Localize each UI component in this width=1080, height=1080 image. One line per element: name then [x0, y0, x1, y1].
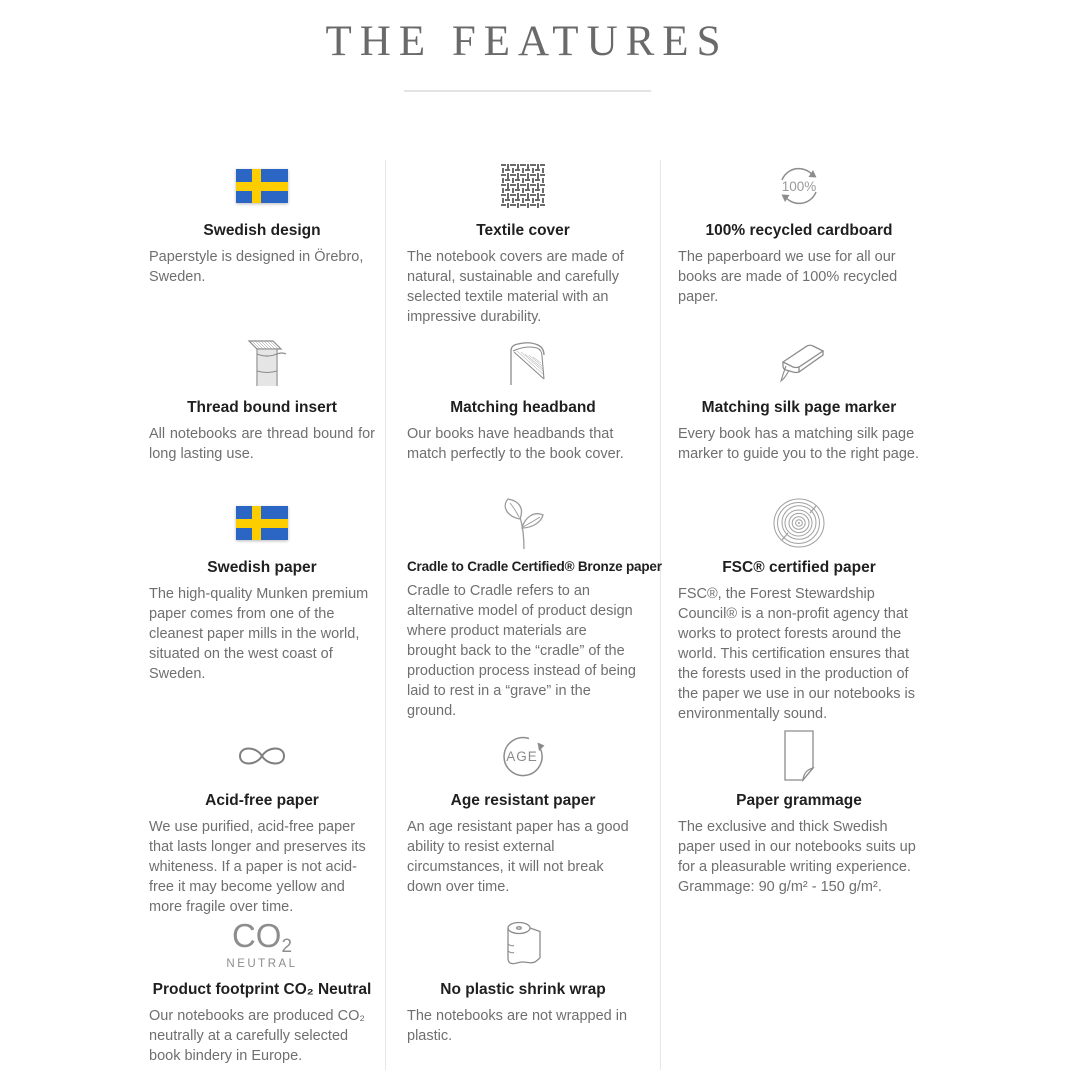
feature-text: Every book has a matching silk page marker to guide you to the right page.	[678, 426, 920, 462]
feature-card	[139, 160, 385, 337]
thread-bound-icon	[149, 337, 375, 389]
feature-card	[139, 730, 385, 919]
feature-title: FSC® certified paper	[722, 559, 876, 576]
feature-text: The exclusive and thick Swedish paper used in our notebooks suits up for a pleasurable writing experience. Grammage: 90 g/m² - 150 g/m².	[678, 819, 916, 895]
feature-text: We use purified, acid-free paper that lasts longer and preserves its whiteness. If a paper is not acid-free it may become yellow and more fragile over time.	[149, 819, 366, 915]
feature-title: Paper grammage	[736, 792, 862, 809]
recycled-100-icon	[678, 160, 920, 212]
feature-title: Swedish paper	[207, 559, 317, 576]
feature-card	[661, 497, 937, 730]
features-grid	[139, 160, 937, 1070]
infinity-icon	[149, 730, 375, 782]
feature-text: The notebooks are not wrapped in plastic.	[407, 1008, 628, 1044]
feature-card	[661, 730, 937, 919]
plastic-roll-icon	[407, 919, 639, 971]
plant-sprout-icon	[407, 497, 639, 549]
feature-card	[385, 730, 661, 919]
feature-card	[385, 160, 661, 337]
feature-card	[661, 337, 937, 497]
feature-title: Thread bound insert	[187, 399, 337, 416]
feature-title: Product footprint CO₂ Neutral	[152, 981, 372, 998]
header-divider	[404, 90, 651, 92]
feature-title: Swedish design	[203, 222, 321, 239]
feature-card	[385, 337, 661, 497]
feature-text: The notebook covers are made of natural, sustainable and carefully selected textile material with an impressive durability.	[407, 249, 624, 325]
swedish-flag-icon	[149, 160, 375, 212]
age-circle-icon	[407, 730, 639, 782]
co2-neutral-icon: CO2 NEUTRAL	[226, 917, 298, 971]
feature-card	[385, 497, 661, 730]
feature-card	[139, 497, 385, 730]
feature-card	[661, 160, 937, 337]
feature-title: No plastic shrink wrap	[440, 981, 606, 998]
svg-text:AGE: AGE	[506, 749, 538, 764]
feature-text: Our books have headbands that match perfectly to the book cover.	[407, 426, 624, 462]
feature-title: Matching headband	[450, 399, 596, 416]
feature-text: An age resistant paper has a good ability to resist external circumstances, it will not break down over time.	[407, 819, 629, 895]
feature-text: FSC®, the Forest Stewardship Council® is a non-profit agency that works to protect forests around the world. This certification ensures that the forests used in the production of the paper we use in our notebooks is environmentally sound.	[678, 586, 915, 722]
feature-text: All notebooks are thread bound for long lasting use.	[149, 426, 375, 462]
feature-card	[139, 919, 385, 1070]
feature-text: Paperstyle is designed in Örebro, Sweden.	[149, 249, 364, 285]
feature-title: 100% recycled cardboard	[705, 222, 893, 239]
tree-rings-icon	[678, 497, 920, 549]
page-title: THE FEATURES	[325, 18, 729, 65]
feature-text: The paperboard we use for all our books are made of 100% recycled paper.	[678, 249, 898, 305]
feature-text: Our notebooks are produced CO₂ neutrally at a carefully selected book bindery in Europe.	[149, 1008, 365, 1064]
feature-title: Cradle to Cradle Certified® Bronze paper	[407, 559, 662, 574]
book-page-marker-icon	[678, 337, 920, 389]
svg-text:100%: 100%	[781, 179, 817, 194]
feature-title: Age resistant paper	[450, 792, 596, 809]
feature-card	[139, 337, 385, 497]
headband-icon	[407, 337, 639, 389]
textile-weave-icon	[407, 160, 639, 212]
feature-text: The high-quality Munken premium paper comes from one of the cleanest paper mills in the world, situated on the west coast of Sweden.	[149, 586, 369, 682]
feature-text: Cradle to Cradle refers to an alternative model of product design where product materials are brought back to the “cradle” of the production process instead of being laid to rest in a “grave” in the ground.	[407, 583, 636, 719]
paper-sheet-icon	[678, 730, 920, 782]
feature-card	[385, 919, 661, 1070]
page-header	[0, 0, 1080, 92]
feature-title: Acid-free paper	[205, 792, 319, 809]
swedish-flag-icon	[149, 497, 375, 549]
feature-title: Textile cover	[476, 222, 570, 239]
feature-title: Matching silk page marker	[701, 399, 897, 416]
